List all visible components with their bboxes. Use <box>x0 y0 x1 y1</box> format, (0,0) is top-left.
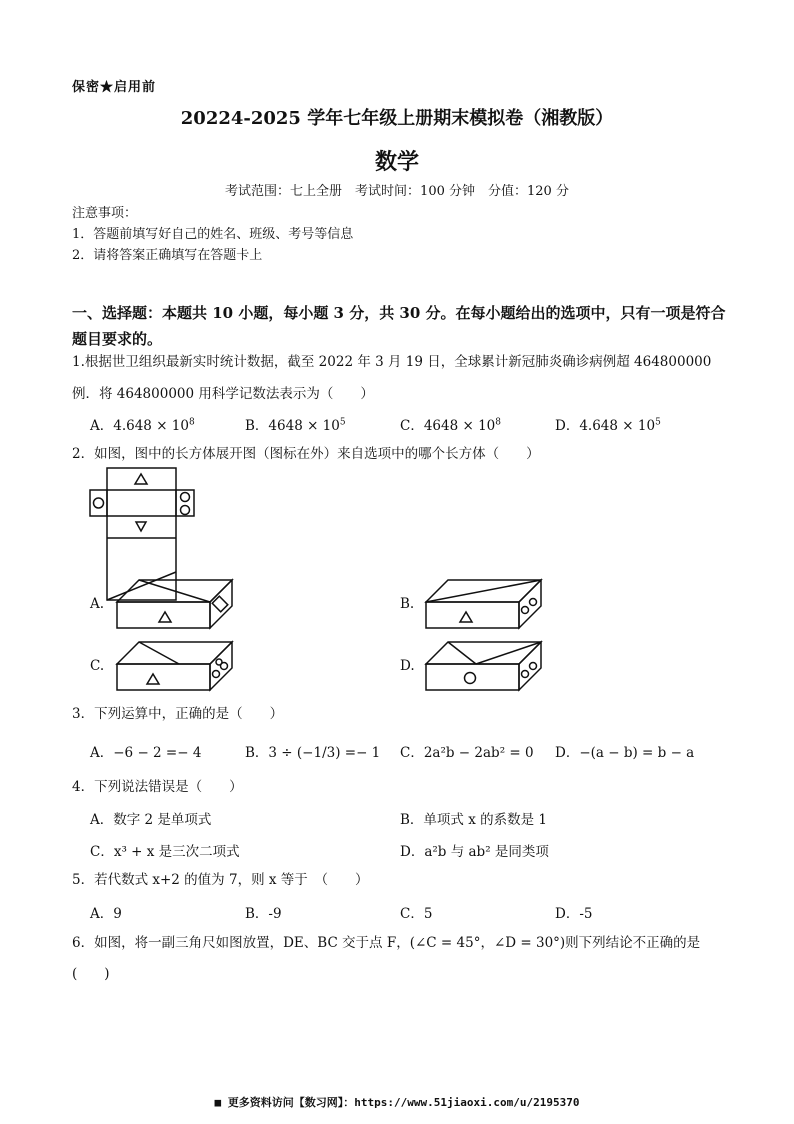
section-heading: 一、选择题：本题共 10 小题，每小题 3 分，共 30 分。在每小题给出的选项中，只有一项是符合题目要求的。 <box>72 304 726 348</box>
q4-option-b: B．单项式 x 的系数是 1 <box>400 812 547 828</box>
subject-title: 数学 <box>374 149 419 175</box>
q3-option-c: C．2a²b − 2ab² = 0 <box>400 745 534 761</box>
q2-option-d-cuboid <box>424 640 544 692</box>
q3-stem: 3．下列运算中，正确的是（ ） <box>72 706 284 722</box>
q5-stem: 5．若代数式 x+2 的值为 7，则 x 等于 （ ） <box>72 872 369 888</box>
notes-item-2: 2．请将答案正确填写在答题卡上 <box>72 248 263 263</box>
q5-option-b: B．-9 <box>245 906 282 922</box>
exam-title: 20224-2025 学年七年级上册期末模拟卷（湘教版） <box>180 108 614 129</box>
q1-option-b: B．$4648 \times 10^5$ <box>245 417 346 434</box>
footer-link[interactable]: ■ 更多资料访问【数习网】：https://www.51jiaoxi.com/u/2195370 <box>214 1096 580 1109</box>
q2-option-a-label: A. <box>90 596 105 612</box>
q4-stem: 4．下列说法错误是（ ） <box>72 779 243 795</box>
q2-stem: 2．如图，图中的长方体展开图（图标在外）来自选项中的哪个长方体（ ） <box>72 446 540 462</box>
q5-option-c: C．5 <box>400 906 433 922</box>
notes-heading: 注意事项： <box>72 206 138 221</box>
q1-option-a: A．$4.648 \times 10^8$ <box>90 417 195 434</box>
q5-option-a: A．9 <box>90 906 122 922</box>
q3-option-d: D．−(a − b) = b − a <box>555 745 695 761</box>
q5-option-d: D．-5 <box>555 906 593 922</box>
confidential-mark: 保密★启用前 <box>72 80 157 95</box>
q2-option-b-cuboid <box>424 578 544 630</box>
q4-option-a: A．数字 2 是单项式 <box>90 812 212 828</box>
exam-scope-line: 考试范围：七上全册 考试时间：100 分钟 分值：120 分 <box>225 184 569 199</box>
q6-line1: 6．如图，将一副三角尺如图放置，DE、BC 交于点 F，(∠C = 45°，∠D = 30°)则下列结论不正确的是 <box>72 935 701 951</box>
q2-option-a-cuboid <box>115 578 235 630</box>
q4-option-d: D．a²b 与 ab² 是同类项 <box>400 844 549 860</box>
q3-option-a: A．−6 − 2 =− 4 <box>90 745 202 761</box>
q2-option-d-label: D. <box>400 658 415 674</box>
q6-line2: ( ) <box>72 966 110 982</box>
q2-option-c-cuboid <box>115 640 235 692</box>
q1-line2: 例．将 464800000 用科学记数法表示为（ ） <box>72 386 374 402</box>
notes-item-1: 1．答题前填写好自己的姓名、班级、考号等信息 <box>72 227 354 242</box>
q1-option-c: C．$4648 \times 10^8$ <box>400 417 502 434</box>
q1-line1: 1.根据世卫组织最新实时统计数据，截至 2022 年 3 月 19 日，全球累计新冠肺炎确诊病例超 464800000 <box>72 354 712 370</box>
q4-option-c: C．x³ + x 是三次二项式 <box>90 844 240 860</box>
q2-option-b-label: B. <box>400 596 415 612</box>
q2-option-c-label: C. <box>90 658 105 674</box>
q3-option-b: B．3 ÷ (−1/3) =− 1 <box>245 745 381 761</box>
q1-option-d: D．$4.648 \times 10^5$ <box>555 417 661 434</box>
